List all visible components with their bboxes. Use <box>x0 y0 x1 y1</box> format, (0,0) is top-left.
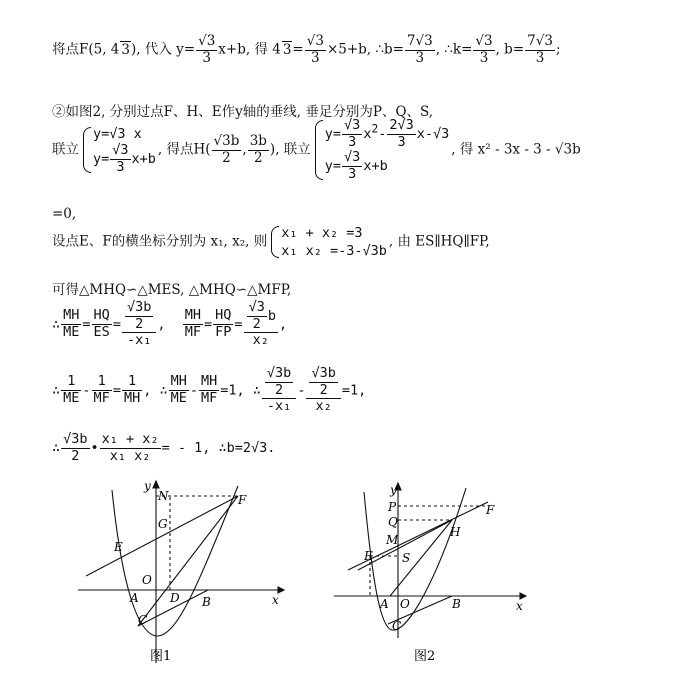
label-B: B <box>202 595 211 609</box>
label-y: y <box>390 483 397 497</box>
label-G: G <box>158 517 168 531</box>
label-E: E <box>364 549 373 563</box>
solution-line-1: 将点F(5, 4 3), 代入 y= $\frac{√3}{3}$ x+b, 得 4 3= $\frac{√3}{3}$ ×5+b, ∴b= $\frac{7√3}{3}$ , ∴k= $\frac{√3}{3}$ , b= $\frac{7√3}{3}$ ; <box>52 33 561 66</box>
label-H: H <box>450 525 461 539</box>
solution-line-6: 可得△MHQ∽△MES, △MHQ∽△MFP, <box>52 282 292 298</box>
solution-line-8: ∴ $\frac{1}{ME}$ - $\frac{1}{MF}$ = $\frac{1}{MH}$ , ∴ $\frac{MH}{ME}$ - $\frac{MH}{MF}$ =1, ∴ $\frac{\frac{√3b}{2}}{\text{-x₁}}$ - $\frac{\frac{√3b}{2}}{\text{x₂}}$ =1, <box>52 365 367 415</box>
label-x: x <box>516 599 523 613</box>
label-F: F <box>238 493 247 507</box>
y-axis-arrow <box>153 481 159 488</box>
label-O: O <box>400 597 410 611</box>
solution-line-5: 设点E、F的横坐标分别为 x₁, x₂, 则 x₁ + x₂ =3 x₁ x₂ =-3-√3b , 由 ES∥HQ∥FP, <box>52 225 490 260</box>
solution-line-4: =0, <box>52 206 77 222</box>
fraction: $\frac{√3}{3}$ <box>198 33 216 66</box>
solution-line-9: ∴ $\frac{√3b}{2}$ • $\frac{\text{x₁ + x₂}}{\text{x₁ x₂}}$ = - 1, ∴b=2√3. <box>52 431 276 464</box>
sqrt-arg: 3 <box>121 41 130 58</box>
label-y: y <box>144 479 151 493</box>
caption-figure-2: 图2 <box>414 649 436 664</box>
x-axis-arrow <box>278 587 284 593</box>
equation-system-2: y= $\frac{√3}{3}$ $x^2-$ $\frac{2√3}{3}$ x-√3 y= $\frac{√3}{3}$ x+b <box>313 118 450 182</box>
label-M: M <box>386 533 399 547</box>
line-CF <box>138 496 238 626</box>
label-C: C <box>138 613 148 627</box>
caption-figure-1: 图1 <box>150 649 172 664</box>
label-P: P <box>388 500 397 514</box>
line-EF <box>86 496 238 576</box>
equation-system-3: x₁ + x₂ =3 x₁ x₂ =-3-√3b <box>269 224 387 260</box>
label-S: S <box>402 551 411 565</box>
label-O: O <box>142 573 152 587</box>
text: ), 代入 y= <box>131 41 196 58</box>
solution-line-7: ∴ $\frac{MH}{ME}$ = $\frac{HQ}{ES}$ = $\frac{\frac{√3b}{2}}{\text{-x₁}}$ , $\frac{MH}{MF}$ = $\frac{HQ}{FP}$ = $\frac{√3}{2}$ b x₂ , <box>52 299 288 349</box>
solution-line-2: ②如图2, 分别过点F、H、E作y轴的垂线, 垂足分别为P、Q、S, <box>52 104 434 120</box>
equation-system-1: y=√3 x y= $\frac{√3}{3}$ x+b <box>81 125 156 175</box>
figure-2 <box>328 478 538 673</box>
label-Q: Q <box>388 515 398 529</box>
solution-line-3: 联立 y=√3 x y= $\frac{√3}{3}$ x+b , 得点H( $\frac{√3b}{2}$ , $\frac{3b}{2}$ ), 联立 y= $\frac{√3}{3}$ $x^2-$ $\frac{2√3}{3}$ x-√3 y= $\frac{√3}{3}$ x+b , 得 x² - 3x - 3 - √3b <box>52 117 581 182</box>
text: x+b, 得 4 <box>218 41 281 58</box>
fraction: $\frac{7√3}{3}$ <box>406 33 433 66</box>
label-F: F <box>486 503 495 517</box>
fraction: $\frac{√3}{3}$ <box>475 33 493 66</box>
figure-1 <box>78 478 288 673</box>
label-B: B <box>452 597 461 611</box>
parabola <box>112 486 238 636</box>
line-OH <box>390 520 452 596</box>
label-E: E <box>114 540 123 554</box>
text: 将点F(5, 4 <box>52 41 120 58</box>
fraction: $\frac{√3}{3}$ <box>306 33 324 66</box>
label-D: D <box>170 591 180 605</box>
fraction: $\frac{7√3}{3}$ <box>527 33 553 66</box>
label-x: x <box>272 593 279 607</box>
label-N: N <box>158 489 169 503</box>
label-A: A <box>130 591 139 605</box>
label-C: C <box>392 619 402 633</box>
label-A: A <box>380 597 389 611</box>
